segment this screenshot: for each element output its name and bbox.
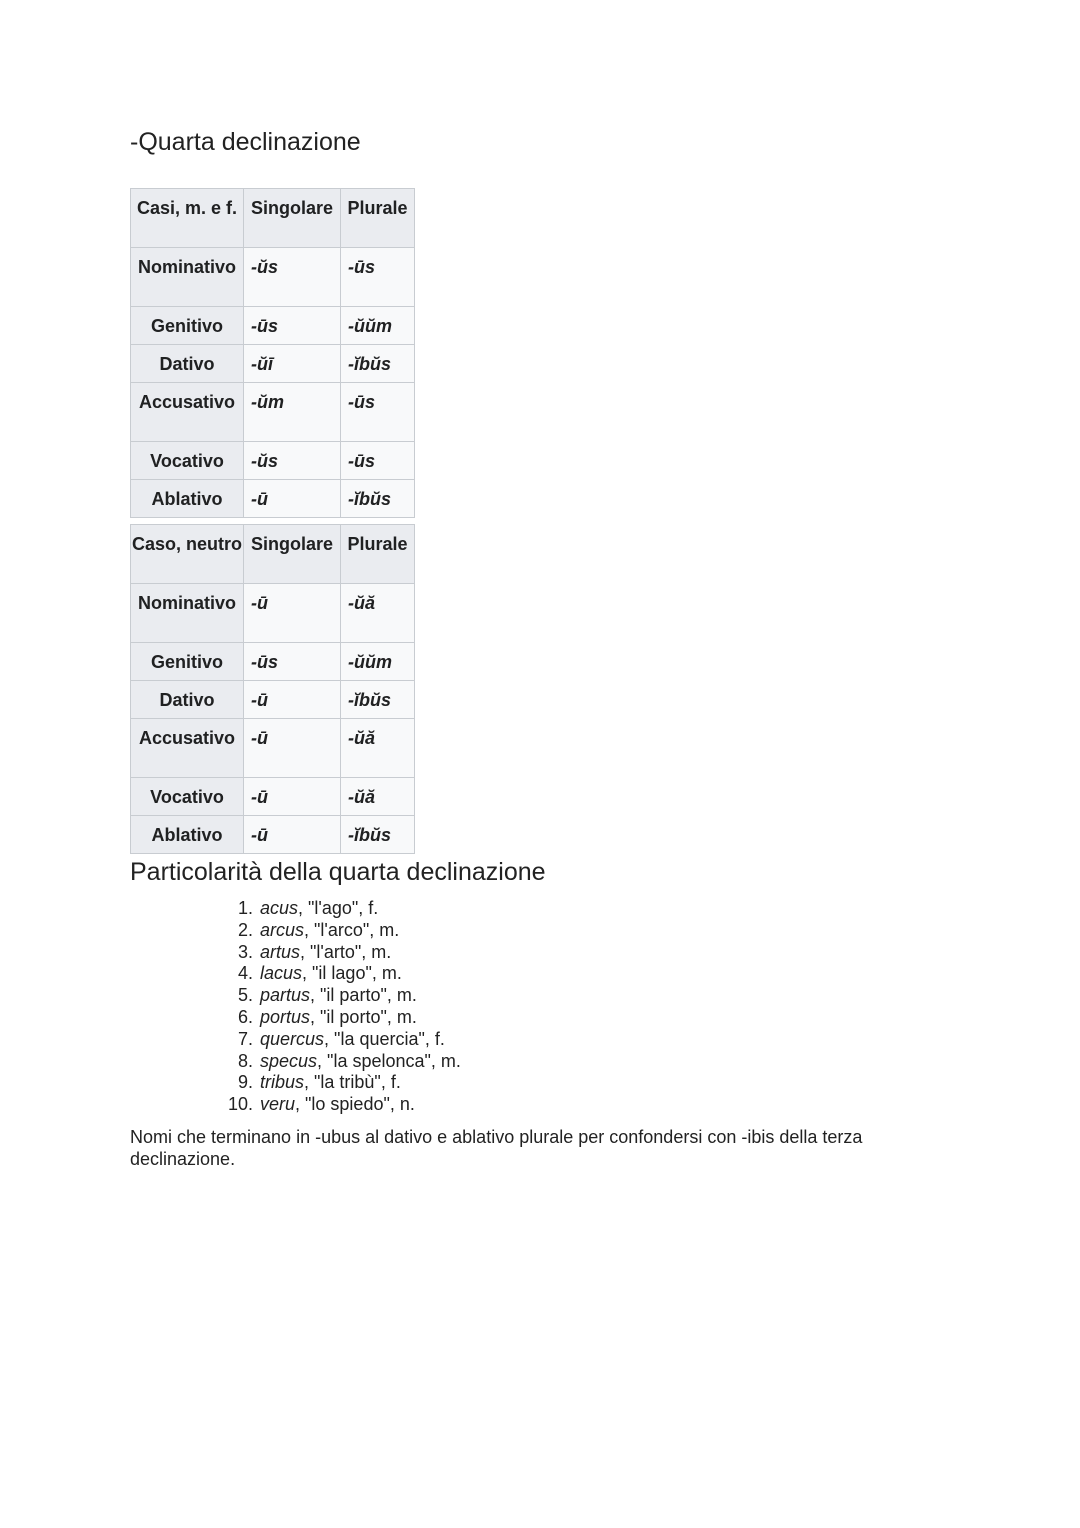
case-label: Nominativo [131,248,244,307]
case-label: Nominativo [131,584,244,643]
case-label: Genitivo [131,643,244,681]
latin-word: specus [260,1050,318,1071]
table-row [131,816,415,854]
table-row [131,248,415,307]
singular-ending: -ŭs [244,248,341,307]
plural-ending: -ŭŭm [341,643,415,681]
case-label: Genitivo [131,307,244,345]
word-gloss: , "il lago", m. [302,963,402,984]
list-item [227,1051,461,1073]
latin-word: portus [260,1006,311,1027]
table-row [131,345,415,383]
singular-ending: -ū [244,681,341,719]
header-singular: Singolare [244,189,341,248]
latin-word: arcus [260,919,305,940]
singular-ending: -ū [244,816,341,854]
list-number: 2. [237,919,253,940]
plural-ending: -ŭŭm [341,307,415,345]
plural-ending: -ĭbŭs [341,681,415,719]
latin-word: partus [260,985,311,1006]
list-number: 4. [237,963,253,984]
singular-ending: -ŭm [244,383,341,442]
table-row [131,778,415,816]
table-row [131,383,415,442]
word-gloss: , "l'arto", m. [300,941,392,962]
list-item [227,1007,461,1029]
case-label: Vocativo [131,442,244,480]
plural-ending: -ŭă [341,719,415,778]
latin-word: tribus [260,1072,305,1093]
plural-ending: -ĭbŭs [341,345,415,383]
list-item [227,920,461,942]
list-item [227,1094,461,1116]
table-row [131,719,415,778]
note-paragraph: Nomi che terminano in -ubus al dativo e ablativo plurale per confondersi con -ibis della terza declinazione. [130,1127,863,1169]
list-number: 9. [237,1072,253,1093]
word-gloss: , "l'arco", m. [304,919,400,940]
word-gloss: , "l'ago", f. [298,898,379,918]
singular-ending: -ū [244,719,341,778]
word-gloss: , "la tribù", f. [304,1072,401,1093]
table-row [131,584,415,643]
list-item [227,1029,461,1051]
list-number: 1. [237,898,253,918]
case-label: Dativo [131,681,244,719]
list-item [227,963,461,985]
header-plural: Plurale [341,189,415,248]
list-number: 5. [237,985,253,1006]
case-label: Ablativo [131,816,244,854]
latin-word: artus [260,941,301,962]
section-heading: Particolarità della quarta declinazione [130,858,546,886]
list-number: 7. [237,1028,253,1049]
word-gloss: , "il parto", m. [310,985,417,1006]
header-plural: Plurale [341,525,415,584]
table-row [131,681,415,719]
latin-word: quercus [260,1028,325,1049]
singular-ending: -ŭs [244,442,341,480]
singular-ending: -ū [244,480,341,518]
plural-ending: -ūs [341,383,415,442]
singular-ending: -ūs [244,643,341,681]
case-label: Dativo [131,345,244,383]
plural-ending: -ĭbŭs [341,816,415,854]
list-number: 3. [237,941,253,962]
plural-ending: -ūs [341,248,415,307]
declension-table-masc-fem [130,188,415,518]
header-case: Caso, neutro [131,525,244,584]
word-gloss: , "il porto", m. [310,1006,417,1027]
case-label: Ablativo [131,480,244,518]
case-label: Vocativo [131,778,244,816]
plural-ending: -ŭă [341,584,415,643]
table-row [131,442,415,480]
header-case: Casi, m. e f. [131,189,244,248]
case-label: Accusativo [131,719,244,778]
singular-ending: -ūs [244,307,341,345]
list-item [227,1072,461,1094]
singular-ending: -ū [244,584,341,643]
table-row [131,643,415,681]
noun-list [227,898,461,1116]
latin-word: lacus [260,963,303,984]
list-item [227,942,461,964]
case-label: Accusativo [131,383,244,442]
table-row [131,480,415,518]
plural-ending: -ĭbŭs [341,480,415,518]
word-gloss: , "lo spiedo", n. [295,1094,415,1115]
latin-word: veru [260,1094,296,1115]
page-title: -Quarta declinazione [130,128,361,156]
word-gloss: , "la quercia", f. [324,1028,445,1049]
table-header-row [131,189,415,248]
list-number: 6. [237,1006,253,1027]
singular-ending: -ŭī [244,345,341,383]
word-gloss: , "la spelonca", m. [317,1050,461,1071]
declension-table-neuter [130,524,415,854]
header-singular: Singolare [244,525,341,584]
latin-word: acus [260,898,299,918]
plural-ending: -ūs [341,442,415,480]
singular-ending: -ū [244,778,341,816]
list-number: 8. [237,1050,253,1071]
list-item [227,985,461,1007]
list-item [227,898,461,920]
table-row [131,307,415,345]
plural-ending: -ŭă [341,778,415,816]
list-number: 10. [227,1094,253,1115]
table-header-row [131,525,415,584]
